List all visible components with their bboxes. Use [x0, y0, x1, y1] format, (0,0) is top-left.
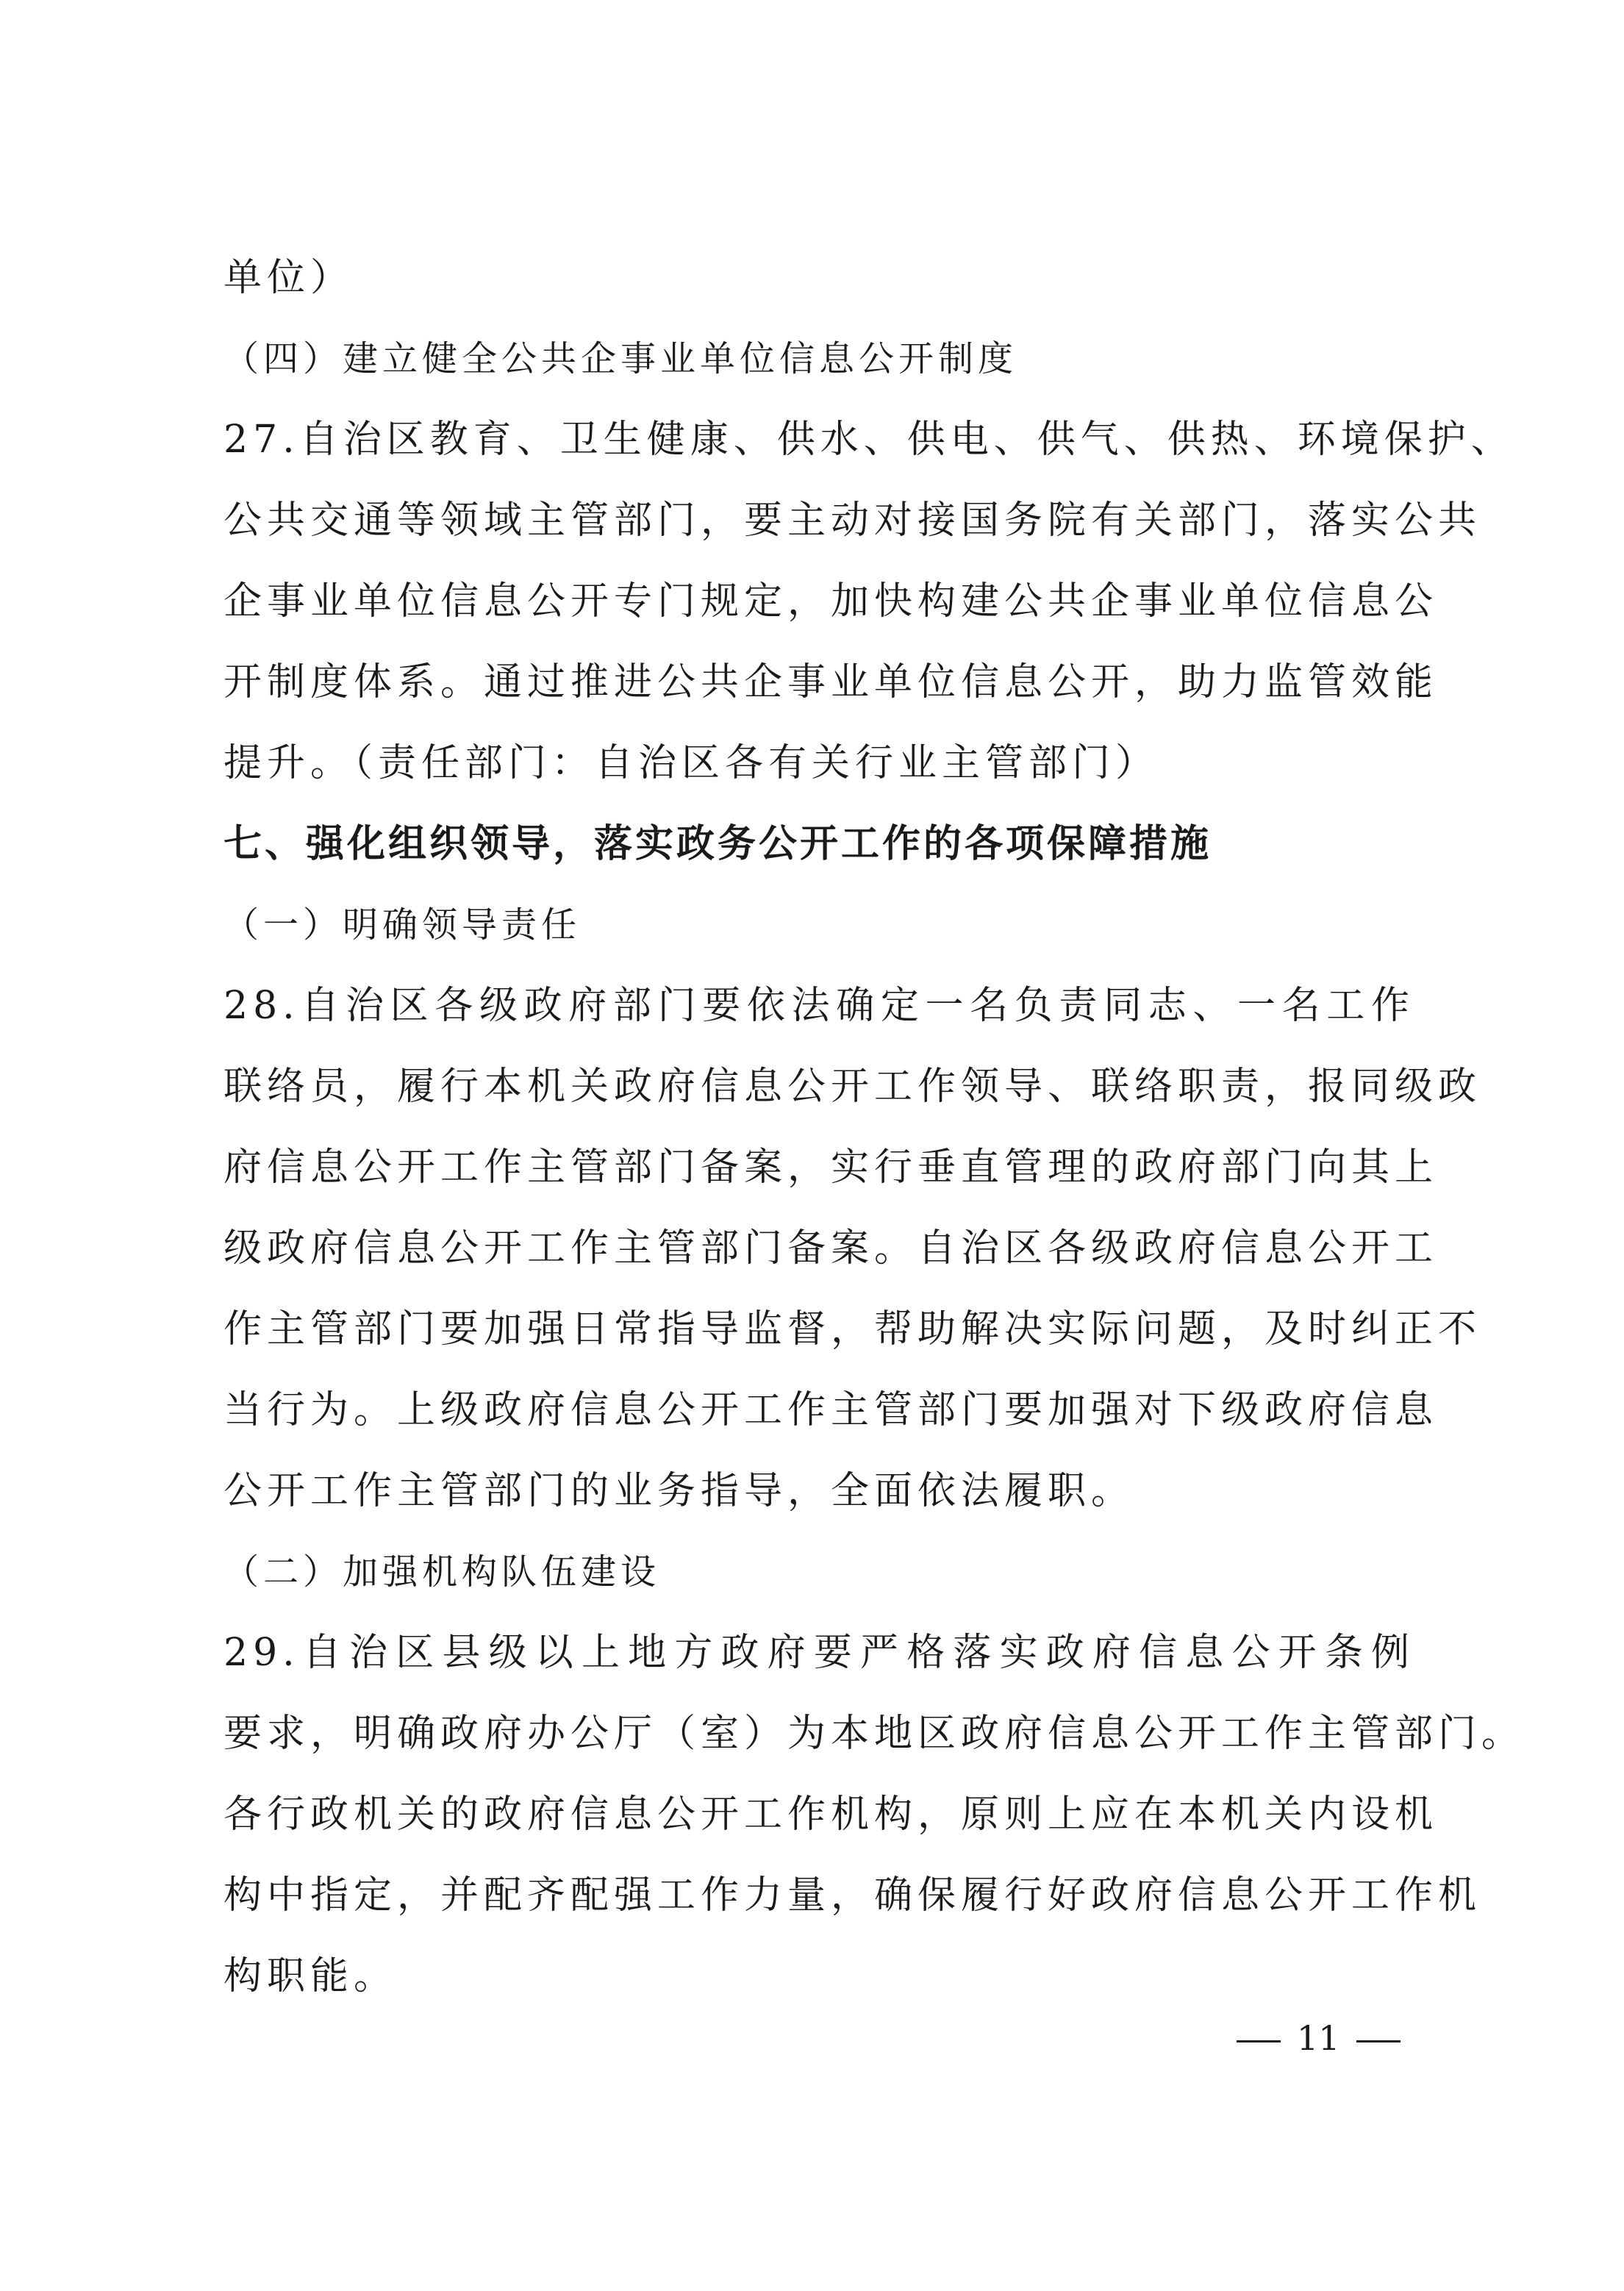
dash-left: [1237, 2040, 1281, 2042]
paragraph-27-line: 提升。（责任部门：自治区各有关行业主管部门）: [223, 741, 1159, 785]
paragraph-28-line: 公开工作主管部门的业务指导，全面依法履职。: [223, 1469, 1135, 1513]
paragraph-29-line: 构职能。: [223, 1954, 398, 1998]
paragraph-28-line: 联络员，履行本机关政府信息公开工作领导、联络职责，报同级政: [223, 1065, 1482, 1109]
dash-right: [1356, 2040, 1401, 2042]
paragraph-28-line: 级政府信息公开工作主管部门备案。自治区各级政府信息公开工: [223, 1226, 1439, 1270]
paragraph-27-line: 企事业单位信息公开专门规定，加快构建公共企事业单位信息公: [223, 579, 1439, 623]
subsection-heading-2: （二）加强机构队伍建设: [223, 1551, 661, 1593]
paragraph-28-line: 当行为。上级政府信息公开工作主管部门要加强对下级政府信息: [223, 1388, 1439, 1432]
paragraph-27-line: 开制度体系。通过推进公共企事业单位信息公开，助力监管效能: [223, 660, 1439, 704]
subsection-heading-4: （四）建立健全公共企事业单位信息公开制度: [223, 338, 1018, 379]
page-number: [1220, 2016, 1417, 2060]
subsection-heading-1: （一）明确领导责任: [223, 904, 582, 946]
paragraph-29-line: 29.自治区县级以上地方政府要严格落实政府信息公开条例: [223, 1631, 1414, 1675]
section-heading-7: 七、强化组织领导，落实政务公开工作的各项保障措施: [223, 822, 1212, 866]
paragraph-29-line: 构中指定，并配齐配强工作力量，确保履行好政府信息公开工作机: [223, 1873, 1482, 1917]
paragraph-29-line: 各行政机关的政府信息公开工作机构，原则上应在本机关内设机: [223, 1793, 1439, 1837]
paragraph-28-line: 府信息公开工作主管部门备案，实行垂直管理的政府部门向其上: [223, 1146, 1439, 1190]
paragraph-27-line: 公共交通等领域主管部门，要主动对接国务院有关部门，落实公共: [223, 498, 1482, 543]
paragraph-29-line: 要求，明确政府办公厅（室）为本地区政府信息公开工作主管部门。: [223, 1712, 1525, 1756]
paragraph-28-line: 作主管部门要加强日常指导监督，帮助解决实际问题，及时纠正不: [223, 1307, 1482, 1351]
paragraph-27-line: 27.自治区教育、卫生健康、供水、供电、供气、供热、环境保护、: [223, 418, 1514, 462]
text-line-continuation: 单位）: [223, 256, 354, 300]
page-number-value: 11: [1297, 2018, 1340, 2058]
paragraph-28-line: 28.自治区各级政府部门要依法确定一名负责同志、一名工作: [223, 984, 1414, 1028]
